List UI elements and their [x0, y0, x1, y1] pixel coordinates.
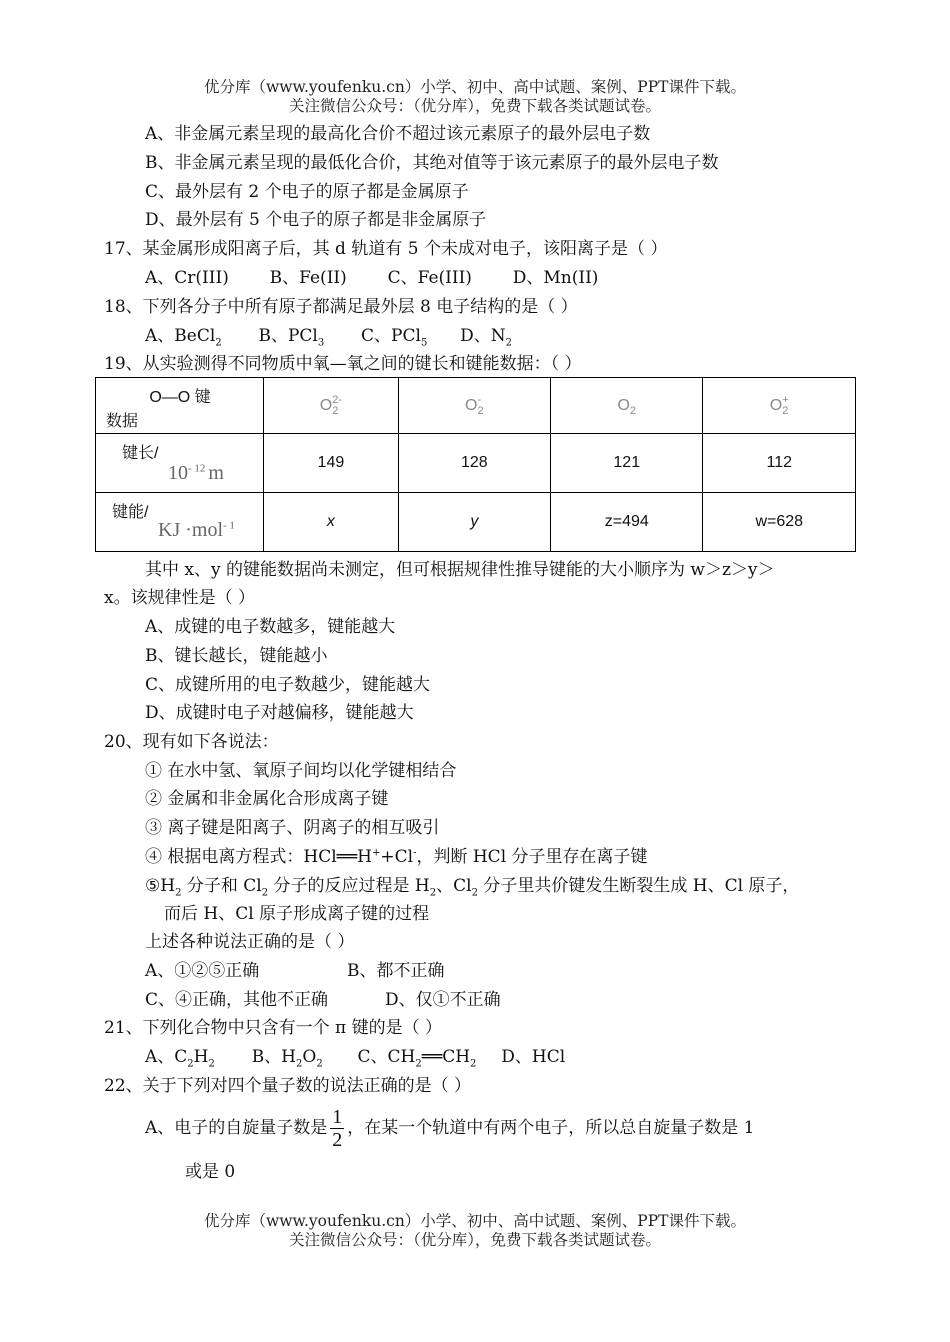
- q21-option-b: B、$H_2O_2$: [251, 1047, 323, 1070]
- q18-option-c: C、PCl$_5$: [361, 326, 428, 349]
- bond-energy-label: 键能/: [112, 504, 149, 521]
- q20-option-d: D、仅①不正确: [385, 990, 501, 1010]
- q21-options: [145, 1046, 565, 1068]
- q17-stem: 17、某金属形成阳离子后，其 d 轨道有 5 个未成对电子，该阳离子是（ ）: [104, 239, 668, 259]
- q16-option-b: B、非金属元素呈现的最低化合价，其绝对值等于该元素原子的最外层电子数: [145, 153, 719, 173]
- species-o2-plus: O + 2: [703, 378, 856, 434]
- corner-bottom-label: 数据: [106, 413, 139, 430]
- bond-energy-header: [96, 493, 264, 552]
- q20-stem: 20、现有如下各说法：: [104, 732, 279, 752]
- page-header-line-2: 关注微信公众号：（优分库），免费下载各类试题试卷。: [288, 97, 661, 115]
- bond-length-unit: $10^{- 12}$ m: [168, 462, 224, 484]
- one-half-fraction: $\frac{1}{2}$: [332, 1106, 343, 1151]
- q21-option-d: D、HCl: [501, 1047, 566, 1067]
- q18-option-d: D、$N_2$: [460, 326, 513, 349]
- bond-length-value: 121: [551, 434, 703, 493]
- q22-option-a-cont: 或是 0: [185, 1162, 236, 1182]
- q17-option-b: B、Fe(II): [269, 268, 347, 288]
- q18-stem: 18、下列各分子中所有原子都满足最外层 8 电子结构的是（ ）: [104, 297, 578, 317]
- q19-option-a: A、成键的电子数越多，键能越大: [145, 617, 396, 637]
- q19-option-b: B、键长越长，键能越小: [145, 646, 328, 666]
- q20-option-c: C、④正确，其他不正确: [145, 990, 329, 1010]
- q19-stem: 19、从实验测得不同物质中氧—氧之间的键长和键能数据：（ ）: [104, 354, 582, 374]
- q20-option-a: A、①②⑤正确: [145, 961, 260, 981]
- q19-option-c: C、成键所用的电子数越少，键能越大: [145, 675, 431, 695]
- species-o2: $O_2$: [551, 378, 703, 434]
- q16-option-c: C、最外层有 2 个电子的原子都是金属原子: [145, 182, 469, 202]
- page-footer-line-2: 关注微信公众号：（优分库），免费下载各类试题试卷。: [288, 1231, 661, 1249]
- bond-data-table: [95, 377, 856, 552]
- bond-energy-value: y: [398, 493, 550, 552]
- q20-statement-2: ② 金属和非金属化合形成离子键: [145, 789, 389, 809]
- q21-stem: 21、下列化合物中只含有一个 π 键的是（ ）: [104, 1018, 443, 1038]
- bond-length-header: [96, 434, 264, 493]
- q20-statement-1: ① 在水中氢、氧原子间均以化学键相结合: [145, 761, 457, 781]
- bond-energy-value: w=628: [703, 493, 856, 552]
- q16-option-a: A、非金属元素呈现的最高化合价不超过该元素原子的最外层电子数: [145, 124, 651, 144]
- q18-option-b: B、PCl$_3$: [258, 326, 325, 349]
- q17-option-c: C、Fe(III): [387, 268, 472, 288]
- q22-stem: 22、关于下列对四个量子数的说法正确的是（ ）: [104, 1076, 472, 1096]
- bond-length-value: 128: [398, 434, 550, 493]
- q19-option-d: D、成键时电子对越偏移，键能越大: [145, 703, 414, 723]
- q21-option-c: C、$CH_2══CH_2$: [357, 1047, 477, 1070]
- q22-option-a: A、电子的自旋量子数是 $\frac{1}{2}$ ，在某一个轨道中有两个电子，所以总自旋量子数是 1: [145, 1106, 755, 1151]
- q20-ask: 上述各种说法正确的是（ ）: [145, 932, 355, 952]
- q17-option-a: A、Cr(III): [145, 268, 229, 288]
- corner-top-label: O—O 键: [149, 389, 211, 406]
- table-corner-cell: [96, 378, 264, 434]
- species-o2-minus: O - 2: [398, 378, 550, 434]
- bond-length-value: 112: [703, 434, 856, 493]
- q20-option-b: B、都不正确: [347, 961, 445, 981]
- q20-statement-3: ③ 离子键是阳离子、阴离子的相互吸引: [145, 818, 440, 838]
- q17-options: [145, 267, 598, 289]
- q21-option-a: A、$C_2H_2$: [145, 1047, 215, 1070]
- q20-statement-5: $⑤H_2$ 分子和 $Cl_2$ 分子的反应过程是 $H_2$、$Cl_2$ 分子里共价键发生断裂生成 H、Cl 原子，: [145, 876, 800, 899]
- page-header-line-1: 优分库（www.youfenku.cn）小学、初中、高中试题、案例、PPT课件下载。: [203, 78, 747, 96]
- q19-note-line-1: 其中 x、y 的键能数据尚未测定，但可根据规律性推导键能的大小顺序为 w＞z＞y＞: [145, 560, 775, 580]
- q19-note-line-2: x。该规律性是（ ）: [104, 588, 255, 608]
- q18-option-a: A、BeCl$_2$: [145, 326, 222, 349]
- bond-length-value: 149: [264, 434, 398, 493]
- page-footer-line-1: 优分库（www.youfenku.cn）小学、初中、高中试题、案例、PPT课件下载。: [203, 1212, 747, 1230]
- q20-statement-5-cont: 而后 H、Cl 原子形成离子键的过程: [164, 904, 430, 924]
- bond-energy-unit: KJ ·mol$^{- 1}$: [158, 519, 235, 541]
- bond-length-label: 键长/: [122, 445, 159, 462]
- bond-energy-value: z=494: [551, 493, 703, 552]
- q16-option-d: D、最外层有 5 个电子的原子都是非金属原子: [145, 210, 487, 230]
- q20-statement-4: ④ 根据电离方程式：HCl══H++Cl-，判断 HCl 分子里存在离子键: [145, 847, 648, 867]
- bond-energy-value: x: [264, 493, 398, 552]
- q17-option-d: D、Mn(II): [512, 268, 599, 288]
- species-o2-2minus: O 2- 2: [264, 378, 398, 434]
- q18-options: [145, 325, 512, 347]
